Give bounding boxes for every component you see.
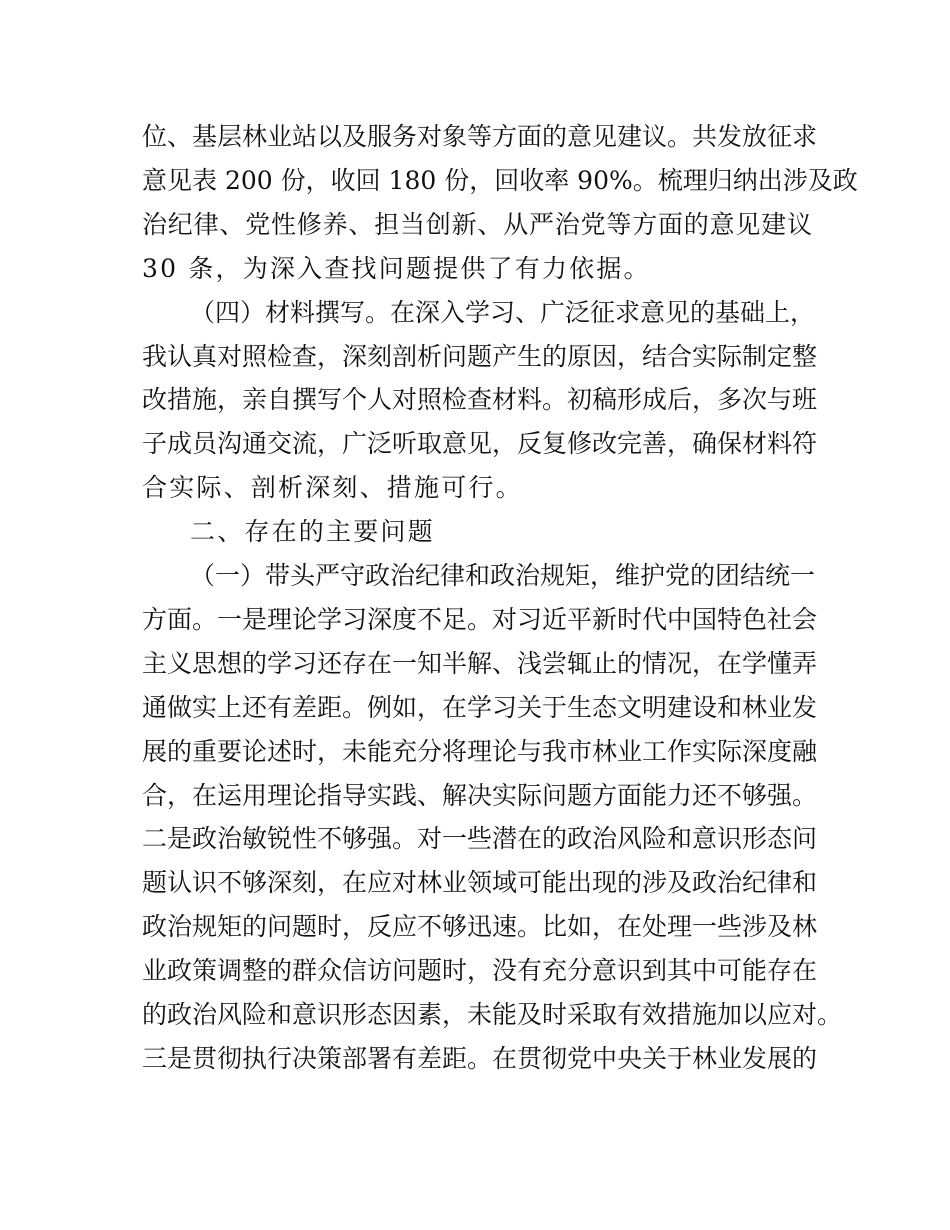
text-line: 方面。一是理论学习深度不足。对习近平新时代中国特色社会	[142, 604, 818, 634]
text-line: 意见表 200 份，收回 180 份，回收率 90%。梳理归纳出涉及政	[142, 165, 858, 195]
text-line: 主义思想的学习还存在一知半解、浅尝辄止的情况，在学懂弄	[142, 648, 818, 678]
text-line: 位、基层林业站以及服务对象等方面的意见建议。共发放征求	[142, 122, 818, 151]
text-line: 三是贯彻执行决策部署有差距。在贯彻党中央关于林业发展的	[142, 1043, 818, 1073]
text-line: 通做实上还有差距。例如，在学习关于生态文明建设和林业发	[142, 692, 818, 722]
text-line: 政治规矩的问题时，反应不够迅速。比如，在处理一些涉及林	[142, 912, 818, 942]
text-line: 二是政治敏锐性不够强。对一些潜在的政治风险和意识形态问	[142, 824, 818, 854]
text-line: 治纪律、党性修养、担当创新、从严治党等方面的意见建议	[142, 209, 812, 239]
section-heading: 二、存在的主要问题	[190, 517, 435, 547]
text-line: 子成员沟通交流，广泛听取意见，反复修改完善，确保材料符	[142, 429, 818, 459]
text-line: 合，在运用理论指导实践、解决实际问题方面能力还不够强。	[142, 780, 818, 810]
text-line: 的政治风险和意识形态因素，未能及时采取有效措施加以应对。	[142, 1000, 843, 1029]
text-line: 展的重要论述时，未能充分将理论与我市林业工作实际深度融	[142, 736, 818, 766]
text-line: 题认识不够深刻，在应对林业领域可能出现的涉及政治纪律和	[142, 868, 818, 898]
text-line: 30 条，为深入查找问题提供了有力依据。	[142, 253, 651, 283]
text-line: 改措施，亲自撰写个人对照检查材料。初稿形成后，多次与班	[142, 385, 818, 415]
text-line: （一）带头严守政治纪律和政治规矩，维护党的团结统一	[190, 561, 816, 590]
text-line: （四）材料撰写。在深入学习、广泛征求意见的基础上，	[190, 297, 816, 327]
text-line: 我认真对照检查，深刻剖析问题产生的原因，结合实际制定整	[142, 341, 818, 371]
text-line: 合实际、剖析深刻、措施可行。	[142, 473, 523, 503]
text-line: 业政策调整的群众信访问题时，没有充分意识到其中可能存在	[142, 956, 818, 986]
